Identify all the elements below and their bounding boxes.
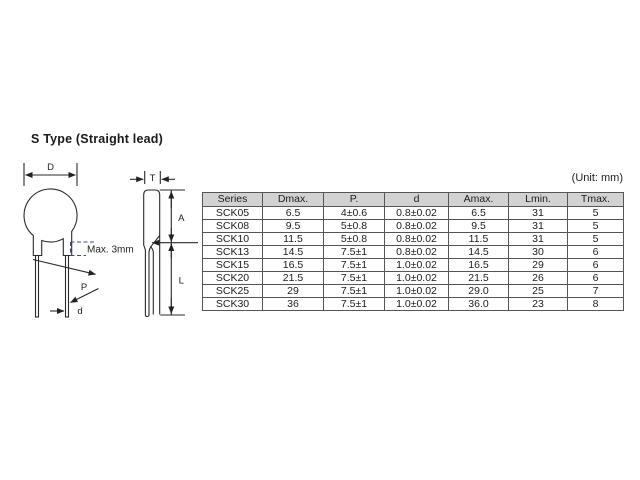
column-header: Lmin. bbox=[509, 193, 568, 207]
table-cell: 6 bbox=[568, 246, 624, 259]
table-cell: 9.5 bbox=[449, 220, 509, 233]
table-cell: 14.5 bbox=[449, 246, 509, 259]
table-cell: 25 bbox=[509, 285, 568, 298]
table-row bbox=[203, 246, 624, 259]
table-cell: 1.0±0.02 bbox=[385, 272, 449, 285]
body-height-label: A bbox=[178, 213, 185, 224]
page-title: S Type (Straight lead) bbox=[31, 132, 163, 146]
table-cell: SCK05 bbox=[203, 207, 263, 220]
table-cell: 29 bbox=[509, 259, 568, 272]
table-cell: 0.8±0.02 bbox=[385, 220, 449, 233]
table-cell: SCK25 bbox=[203, 285, 263, 298]
table-cell: 36 bbox=[263, 298, 324, 311]
table-cell: 5 bbox=[568, 207, 624, 220]
table-cell: SCK10 bbox=[203, 233, 263, 246]
dimension-spec-table bbox=[202, 192, 624, 311]
table-cell: 16.5 bbox=[263, 259, 324, 272]
table-cell: 36.0 bbox=[449, 298, 509, 311]
header-row bbox=[203, 193, 624, 207]
table-row bbox=[203, 285, 624, 298]
side-body bbox=[144, 190, 160, 315]
table-cell: 1.0±0.02 bbox=[385, 259, 449, 272]
column-header: P. bbox=[324, 193, 385, 207]
column-header: Dmax. bbox=[263, 193, 324, 207]
table-cell: 7.5±1 bbox=[324, 298, 385, 311]
column-header: Tmax. bbox=[568, 193, 624, 207]
table-row bbox=[203, 207, 624, 220]
side-taper-line bbox=[151, 236, 160, 315]
table-cell: 6.5 bbox=[449, 207, 509, 220]
table-cell: 21.5 bbox=[449, 272, 509, 285]
table-cell: 11.5 bbox=[263, 233, 324, 246]
table-cell: 6 bbox=[568, 272, 624, 285]
table-cell: 29 bbox=[263, 285, 324, 298]
table-cell: 7.5±1 bbox=[324, 272, 385, 285]
table-cell: 0.8±0.02 bbox=[385, 233, 449, 246]
lead-length-label: L bbox=[178, 275, 184, 287]
table-cell: 11.5 bbox=[449, 233, 509, 246]
right-lead bbox=[66, 256, 69, 318]
column-header: Amax. bbox=[449, 193, 509, 207]
table-cell: 7.5±1 bbox=[324, 246, 385, 259]
table-cell: 26 bbox=[509, 272, 568, 285]
left-lead bbox=[36, 256, 39, 318]
column-header: Series bbox=[203, 193, 263, 207]
table-cell: 7.5±1 bbox=[324, 285, 385, 298]
disc-body bbox=[24, 189, 77, 256]
table-cell: SCK30 bbox=[203, 298, 263, 311]
table-row bbox=[203, 220, 624, 233]
table-cell: 1.0±0.02 bbox=[385, 298, 449, 311]
table-cell: 5±0.8 bbox=[324, 233, 385, 246]
table-cell: 29.0 bbox=[449, 285, 509, 298]
table-cell: 30 bbox=[509, 246, 568, 259]
table-row bbox=[203, 298, 624, 311]
table-cell: 7.5±1 bbox=[324, 259, 385, 272]
table-cell: SCK20 bbox=[203, 272, 263, 285]
table-cell: 7 bbox=[568, 285, 624, 298]
table-cell: 31 bbox=[509, 207, 568, 220]
table-cell: SCK13 bbox=[203, 246, 263, 259]
table-cell: 16.5 bbox=[449, 259, 509, 272]
table-cell: 0.8±0.02 bbox=[385, 246, 449, 259]
front-view bbox=[24, 162, 99, 317]
table-cell: 8 bbox=[568, 298, 624, 311]
coating-note: Max. 3mm bbox=[87, 244, 134, 256]
table-cell: 31 bbox=[509, 220, 568, 233]
table-cell: SCK15 bbox=[203, 259, 263, 272]
table-row bbox=[203, 272, 624, 285]
table-cell: 4±0.6 bbox=[324, 207, 385, 220]
unit-note: (Unit: mm) bbox=[571, 172, 623, 184]
table-cell: 5 bbox=[568, 220, 624, 233]
column-header: d bbox=[385, 193, 449, 207]
table-row bbox=[203, 259, 624, 272]
table-cell: 23 bbox=[509, 298, 568, 311]
table-cell: 5±0.8 bbox=[324, 220, 385, 233]
pitch-label: P bbox=[80, 282, 88, 293]
table-cell: 21.5 bbox=[263, 272, 324, 285]
table-body bbox=[203, 207, 624, 311]
table-header-row bbox=[203, 193, 624, 207]
table-cell: 31 bbox=[509, 233, 568, 246]
table-cell: SCK08 bbox=[203, 220, 263, 233]
table-cell: 5 bbox=[568, 233, 624, 246]
table-cell: 6 bbox=[568, 259, 624, 272]
diameter-label: D bbox=[47, 162, 54, 173]
side-front-lead bbox=[144, 245, 151, 317]
lead-diameter-label: d bbox=[77, 306, 83, 317]
table-cell: 0.8±0.02 bbox=[385, 207, 449, 220]
side-view bbox=[130, 171, 198, 317]
table-cell: 1.0±0.02 bbox=[385, 285, 449, 298]
table-row bbox=[203, 233, 624, 246]
table-cell: 9.5 bbox=[263, 220, 324, 233]
table-cell: 6.5 bbox=[263, 207, 324, 220]
thickness-label: T bbox=[149, 173, 156, 184]
table-cell: 14.5 bbox=[263, 246, 324, 259]
